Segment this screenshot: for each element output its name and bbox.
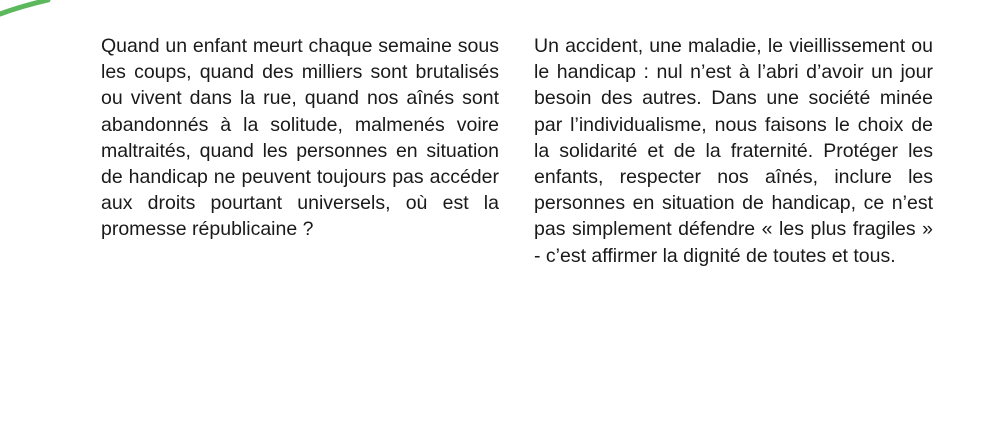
paragraph-right: Un accident, une maladie, le vieillissement ou le handicap : nul n’est à l’abri d’avoir un jour besoin des autres. Dans une société minée par l’individualisme, nous faisons le choix de la solidarité et de la fraternité. Protéger les enfants, respecter nos aînés, inclure les personnes en situation de handicap, ce n’est pas simplement défendre « les plus fragiles » - c’est affirmer la dignité de toutes et tous. [534,35,933,267]
decorative-green-arc [0,0,60,24]
paragraph-left: Quand un enfant meurt chaque semaine sous les coups, quand des milliers sont brutalisés ou vivent dans la rue, quand nos aînés sont abandonnés à la solitude, malmenés voire maltraités, quand les personnes en situation de handicap ne peuvent toujours pas accéder aux droits pourtant universels, où est la promesse républicaine ? [101,35,499,241]
